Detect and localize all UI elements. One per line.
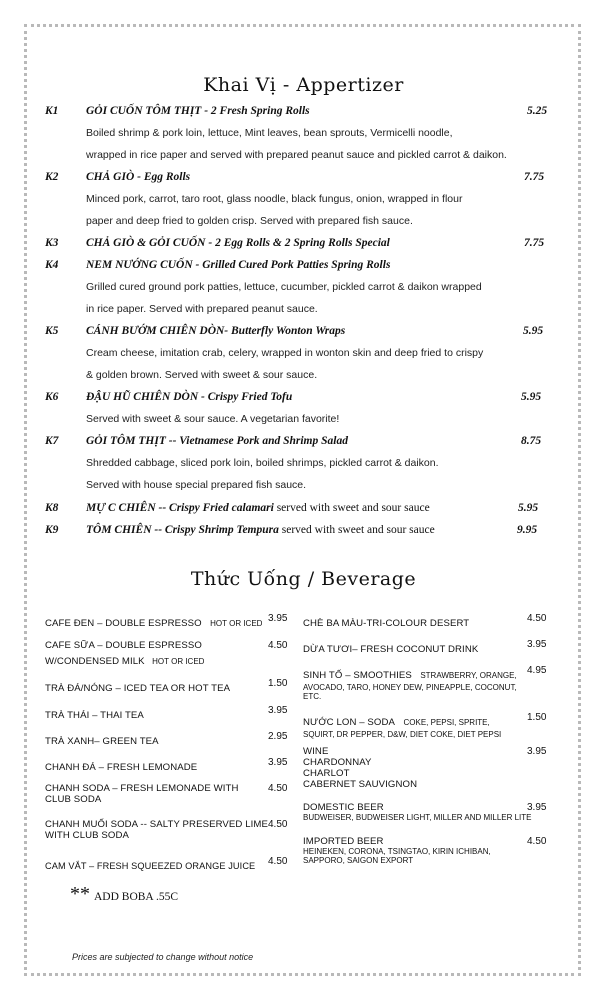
beverage-note-line2: AVOCADO, TARO, HONEY DEW, PINEAPPLE, COCONUT, xyxy=(303,683,517,692)
beverage-name-line2: WITH CLUB SODA xyxy=(45,830,130,841)
appetizer-heading: Khai Vị - Appertizer xyxy=(203,74,404,96)
beverage-note: BUDWEISER, BUDWEISER LIGHT, MILLER AND MILLER LITE xyxy=(303,813,532,822)
item-price: 9.95 xyxy=(517,524,538,536)
beverage-price: 4.50 xyxy=(268,783,288,794)
beverage-price: 4.50 xyxy=(268,856,288,867)
item-description: Minced pork, carrot, taro root, glass noodle, black fungus, onion, wrapped in flour xyxy=(86,193,463,205)
wine-option: CABERNET SAUVIGNON xyxy=(303,779,418,790)
item-code: K7 xyxy=(45,435,59,447)
beverage-heading: Thức Uống / Beverage xyxy=(190,568,417,590)
beverage-note-line2: SQUIRT, DR PEPPER, D&W, DIET COKE, DIET PEPSI xyxy=(303,730,502,739)
beverage-item xyxy=(45,757,290,775)
item-price: 5.95 xyxy=(521,391,542,403)
item-description: Served with sweet & sour sauce. A vegetarian favorite! xyxy=(86,413,340,425)
beverage-price: 4.95 xyxy=(527,665,547,676)
item-code: K2 xyxy=(45,171,59,183)
beverage-price: 3.95 xyxy=(268,757,288,768)
beverage-name: WINE xyxy=(303,746,329,757)
beverage-item xyxy=(303,613,553,631)
item-name-bold: TÔM CHIÊN -- Crispy Shrimp Tempura xyxy=(86,524,279,536)
item-code: K6 xyxy=(45,391,59,403)
beverage-name: TRÀ ĐÁ/NÓNG – ICED TEA OR HOT TEA xyxy=(45,683,231,694)
beverage-name-line2: W/CONDENSED MILK xyxy=(45,656,145,667)
item-description: Boiled shrimp & pork loin, lettuce, Mint leaves, bean sprouts, Vermicelli noodle, xyxy=(86,127,453,139)
beverage-note-line2: SAPPORO, SAIGON EXPORT xyxy=(303,856,414,865)
item-price: 5.95 xyxy=(523,325,544,337)
beverage-name-line2: CLUB SODA xyxy=(45,794,102,805)
beverage-item xyxy=(45,856,290,874)
add-boba-note xyxy=(70,883,178,906)
item-description: in rice paper. Served with prepared peanut sauce. xyxy=(86,303,318,315)
beverage-name: DỪA TƯƠI– FRESH COCONUT DRINK xyxy=(303,644,479,655)
asterisks: ** xyxy=(70,883,90,905)
beverage-price: 3.95 xyxy=(527,746,547,757)
beverage-price: 1.50 xyxy=(527,712,547,723)
beverage-note: HOT OR ICED xyxy=(152,657,205,666)
item-price: 5.25 xyxy=(527,105,548,117)
item-name: CÁNH BƯỚM CHIÊN DÒN- Butterfly Wonton Wraps xyxy=(86,325,346,337)
beverage-name: CHANH MUỐI SODA -- SALTY PRESERVED LIME xyxy=(45,819,269,830)
beverage-item xyxy=(303,836,553,865)
beverage-name: NƯỚC LON – SODA xyxy=(303,717,396,728)
item-name-rest: served with sweet and sour sauce xyxy=(278,524,435,536)
item-name xyxy=(86,502,430,514)
item-code: K9 xyxy=(45,524,59,536)
beverage-price: 4.50 xyxy=(527,613,547,624)
beverage-name: IMPORTED BEER xyxy=(303,836,384,847)
beverage-price: 4.50 xyxy=(268,819,288,830)
beverage-note-line3: ETC. xyxy=(303,692,322,701)
item-price: 7.75 xyxy=(524,237,545,249)
beverage-item xyxy=(45,613,290,631)
beverage-price: 3.95 xyxy=(268,613,288,624)
item-code: K1 xyxy=(45,105,59,117)
item-description: Grilled cured ground pork patties, lettuce, cucumber, pickled carrot & daikon wrapped xyxy=(86,281,482,293)
item-description: Served with house special prepared fish sauce. xyxy=(86,479,307,491)
item-code: K5 xyxy=(45,325,59,337)
item-name: CHẢ GIÒ - Egg Rolls xyxy=(86,171,191,183)
wine-option: CHARLOT xyxy=(303,768,350,779)
item-code: K4 xyxy=(45,259,59,271)
price-disclaimer: Prices are subjected to change without notice xyxy=(72,952,254,962)
item-description: Shredded cabbage, sliced pork loin, boiled shrimps, pickled carrot & daikon. xyxy=(86,457,439,469)
add-boba-text: ADD BOBA .55C xyxy=(94,891,179,903)
beverage-name: CHANH ĐÁ – FRESH LEMONADE xyxy=(45,762,198,773)
beverage-price: 3.95 xyxy=(527,802,547,813)
beverage-item xyxy=(303,802,553,822)
item-name: ĐẬU HŨ CHIÊN DÒN - Crispy Fried Tofu xyxy=(86,391,293,403)
beverage-item xyxy=(45,678,290,696)
beverage-item xyxy=(45,783,290,805)
beverage-item xyxy=(303,712,553,739)
item-name: GỎI CUỐN TÔM THỊT - 2 Fresh Spring Rolls xyxy=(86,105,310,117)
item-name-bold: MỰ C CHIÊN -- Crispy Fried calamari xyxy=(86,502,274,514)
item-name xyxy=(86,524,435,536)
item-name: GỎI TÔM THỊT -- Vietnamese Pork and Shrimp Salad xyxy=(86,435,348,447)
beverage-item xyxy=(45,705,290,723)
beverage-item xyxy=(45,819,290,841)
beverage-item xyxy=(303,639,553,657)
beverage-note: COKE, PEPSI, SPRITE, xyxy=(403,718,490,727)
item-description: Cream cheese, imitation crab, celery, wrapped in wonton skin and deep fried to crispy xyxy=(86,347,484,359)
item-name: NEM NƯỚNG CUỐN - Grilled Cured Pork Patties Spring Rolls xyxy=(86,259,391,271)
beverage-item xyxy=(303,746,553,790)
beverage-price: 3.95 xyxy=(268,705,288,716)
beverage-name: CHÈ BA MÀU-TRI-COLOUR DESERT xyxy=(303,618,470,629)
item-name: CHẢ GIÒ & GỎI CUỐN - 2 Egg Rolls & 2 Spring Rolls Special xyxy=(86,237,390,249)
beverage-price: 1.50 xyxy=(268,678,288,689)
beverage-note: HEINEKEN, CORONA, TSINGTAO, KIRIN ICHIBAN, xyxy=(303,847,491,856)
beverage-name: CHANH SODA – FRESH LEMONADE WITH xyxy=(45,783,239,794)
beverage-name: TRÀ THÁI – THAI TEA xyxy=(45,710,144,721)
item-price: 8.75 xyxy=(521,435,542,447)
beverage-item xyxy=(45,640,290,669)
wine-option: CHARDONNAY xyxy=(303,757,372,768)
item-description: wrapped in rice paper and served with prepared peanut sauce and pickled carrot & daikon. xyxy=(86,149,507,161)
beverage-note: HOT OR ICED xyxy=(210,619,263,628)
beverage-item xyxy=(303,665,553,701)
beverage-price: 4.50 xyxy=(527,836,547,847)
item-name-rest: served with sweet and sour sauce xyxy=(273,502,430,514)
item-description: paper and deep fried to golden crisp. Served with prepared fish sauce. xyxy=(86,215,413,227)
beverage-price: 3.95 xyxy=(527,639,547,650)
beverage-name: CAFE ĐEN – DOUBLE ESPRESSO xyxy=(45,618,202,629)
beverage-name: CAM VẮT – FRESH SQUEEZED ORANGE JUICE xyxy=(45,861,256,871)
beverage-price: 4.50 xyxy=(268,640,288,651)
item-code: K8 xyxy=(45,502,59,514)
beverage-item xyxy=(45,731,290,749)
item-price: 7.75 xyxy=(524,171,545,183)
beverage-name: CAFE SỮA – DOUBLE ESPRESSO xyxy=(45,640,202,651)
beverage-name: SINH TỐ – SMOOTHIES xyxy=(303,670,412,681)
item-description: & golden brown. Served with sweet & sour sauce. xyxy=(86,369,318,381)
beverage-name: DOMESTIC BEER xyxy=(303,802,384,813)
beverage-note: STRAWBERRY, ORANGE, xyxy=(420,671,517,680)
beverage-name: TRÀ XANH– GREEN TEA xyxy=(45,736,159,747)
beverage-price: 2.95 xyxy=(268,731,288,742)
item-code: K3 xyxy=(45,237,59,249)
item-price: 5.95 xyxy=(518,502,539,514)
